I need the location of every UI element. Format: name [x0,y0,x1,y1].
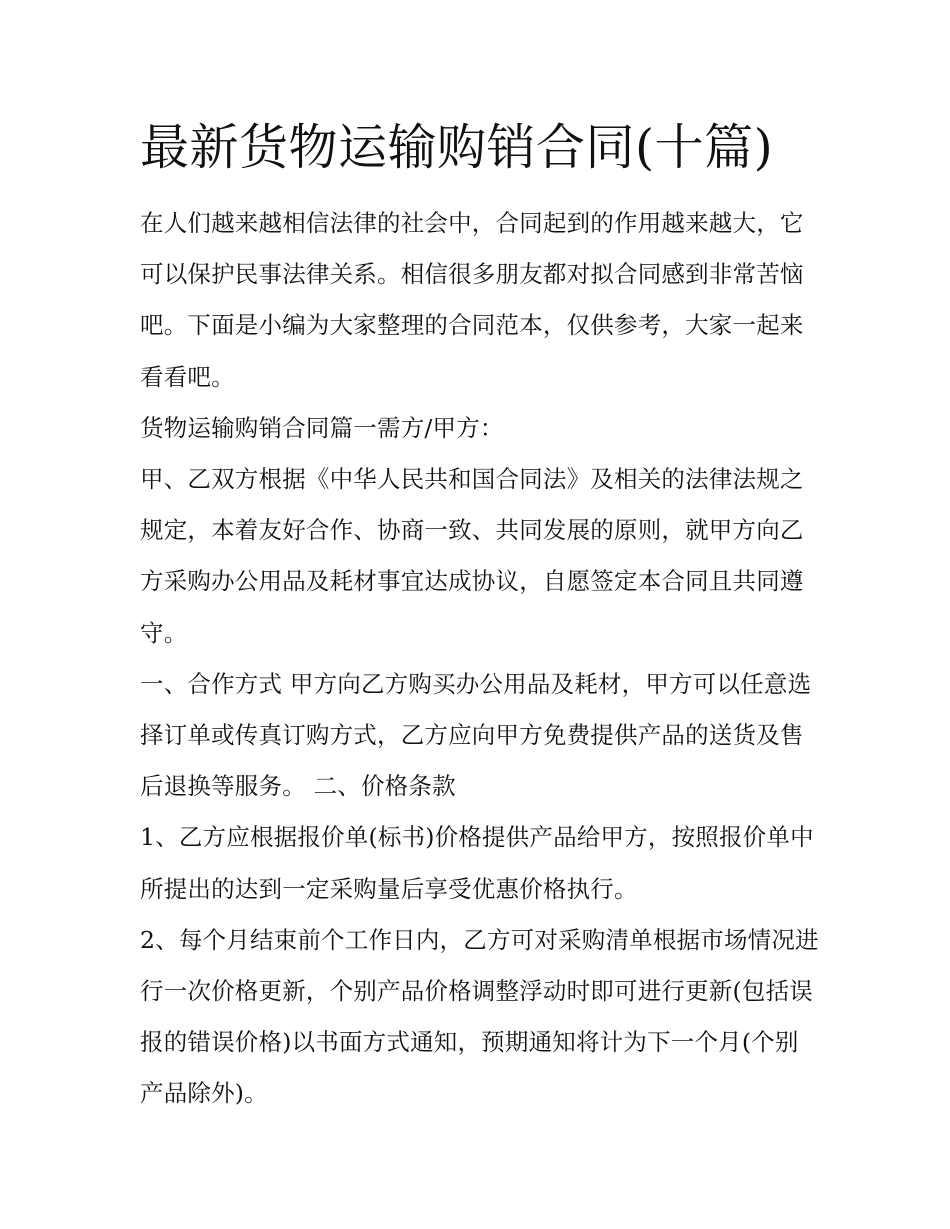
document-title: 最新货物运输购销合同(十篇) [140,119,774,176]
paragraph-intro: 在人们越来越相信法律的社会中，合同起到的作用越来越大，它可以保护民事法律关系。相信很多朋友都对拟合同感到非常苦恼吧。下面是小编为大家整理的合同范本，仅供参考，大家一起来看看吧。 [140,209,804,391]
paragraph-cooperation-mode: 一、合作方式 甲方向乙方购买办公用品及耗材，甲方可以任意选择订单或传真订购方式，乙方应向甲方免费提供产品的送货及售后退换等服务。 二、价格条款 [140,669,812,801]
paragraph-price-clause-1: 1、乙方应根据报价单(标书)价格提供产品给甲方，按照报价单中所提出的达到一定采购量后享受优惠价格执行。 [140,823,814,903]
paragraph-price-clause-2: 2、每个月结束前个工作日内，乙方可对采购清单根据市场情况进行一次价格更新，个别产品价格调整浮动时即可进行更新(包括误报的错误价格)以书面方式通知，预期通知将计为下一个月(个别产品除外)。 [140,925,819,1108]
paragraph-preamble: 甲、乙双方根据《中华人民共和国合同法》及相关的法律法规之规定，本着友好合作、协商一致、共同发展的原则，就甲方向乙方采购办公用品及耗材事宜达成协议，自愿签定本合同且共同遵守。 [140,465,804,647]
document-page [140,112,820,1120]
paragraph-section-heading: 货物运输购销合同篇一需方/甲方： [140,413,504,442]
